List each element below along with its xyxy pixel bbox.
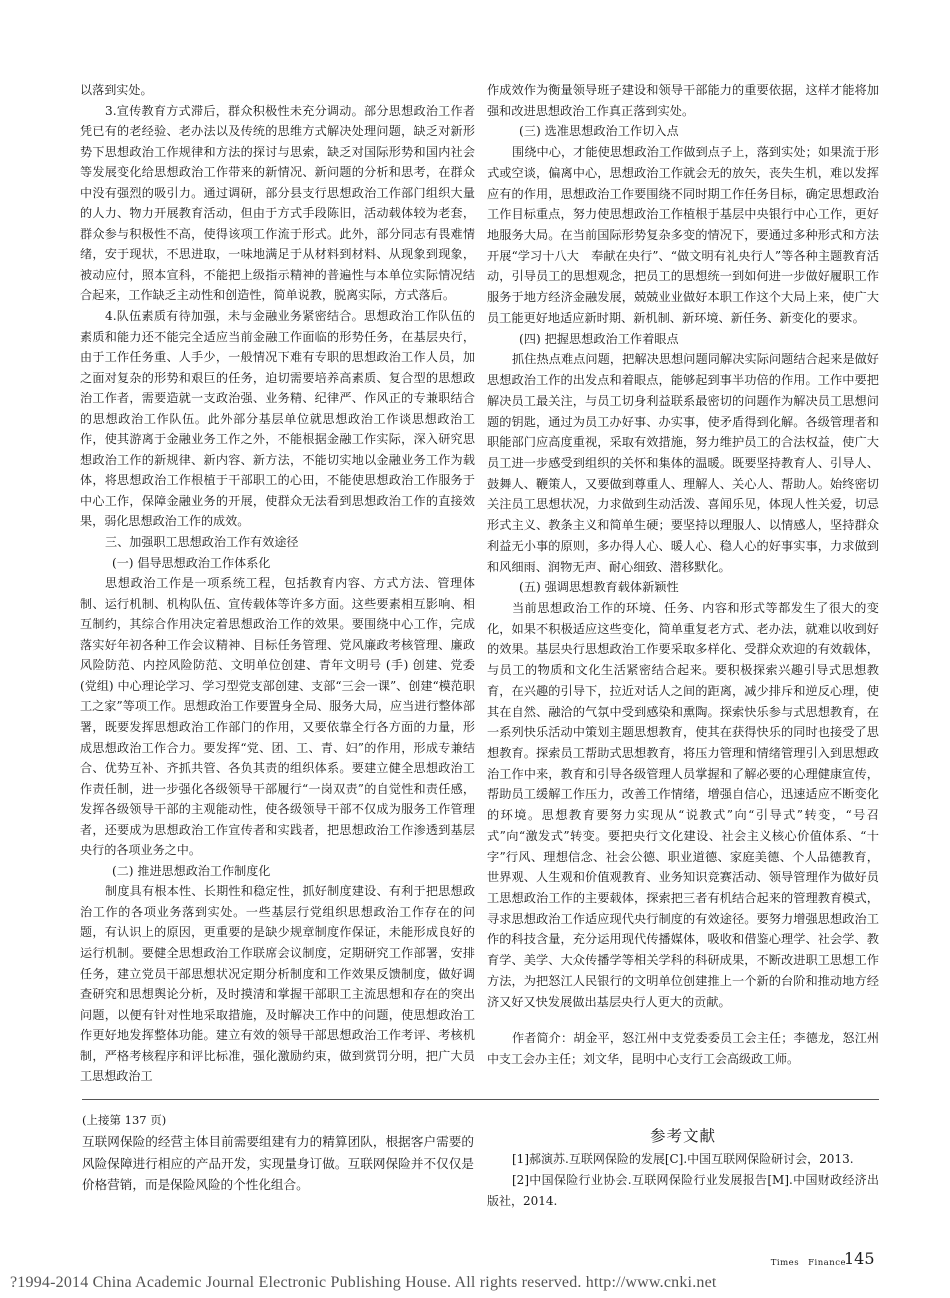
- paragraph: 围绕中心，才能使思想政治工作做到点子上，落到实处；如果流于形式或空谈，偏离中心，思想政治工作就会无的放矢，丧失生机，难以发挥应有的作用，思想政治工作要围绕不同时期工作任务目标，确定思想政治工作目标重点，努力使思想政治工作植根于基层中央银行中心工作，更好地服务大局。在当前国际形势复杂多变的情况下，要通过多种形式和方法开展“学习十八大 奉献在央行”、“做文明有礼央行人”等各种主题教育活动，引导员工的思想观念，把员工的思想统一到如何进一步做好履职工作服务于地方经济金融发展，兢兢业业做好本职工作这个大局上来，使广大员工能更好地适应新时期、新机制、新环境、新任务、新变化的要求。: [487, 145, 879, 325]
- page-number: 145: [844, 1249, 875, 1268]
- subsection-heading: (三) 选准思想政治工作切入点: [519, 124, 679, 139]
- author-bio: 作者简介：胡金平，怒江州中支党委委员工会主任；李德龙，怒江州中支工会办主任；刘文华，昆明中心支行工会高级政工师。: [487, 1031, 879, 1067]
- continued-note: (上接第 137 页): [82, 1113, 167, 1127]
- paragraph: 以落到实处。: [80, 83, 153, 97]
- reference-item: [2]中国保险行业协会.互联网保险行业发展报告[M].中国财政经济出版社，2014.: [487, 1173, 879, 1208]
- paragraph: 思想政治工作是一项系统工程，包括教育内容、方式方法、管理体制、运行机制、机构队伍、宣传载体等许多方面。这些要素相互影响、相互制约，其综合作用决定着思想政治工作的效果。要围绕中心工作，完成落实好年初各种工作会议精神、目标任务管理、党风廉政考核管理、廉政风险防范、内控风险防范、文明单位创建、青年文明号 (手) 创建、党委 (党组) 中心理论学习、学习型党支部创建、支部“三会一课”、创建“模范职工之家”等项工作。思想政治工作要置身全局、服务大局，应当进行整体部署，既要发挥思想政治工作部门的作用，又要依靠全行各方面的力量，形成思想政治工作合力。要发挥“党、团、工、青、妇”的作用，形成专兼结合、优势互补、齐抓共管、各负其责的组织体系。要建立健全思想政治工作责任制，进一步强化各级领导干部履行“一岗双责”的自觉性和责任感，发挥各级领导干部的主观能动性，使各级领导干部不仅成为服务工作管理者，还要成为思想政治工作宣传者和实践者，把思想政治工作渗透到基层央行的各项业务之中。: [80, 576, 475, 858]
- section-heading: 三、加强职工思想政治工作有效途径: [105, 535, 299, 550]
- paragraph: 作成效作为衡量领导班子建设和领导干部能力的重要依据，这样才能将加强和改进思想政治工作真正落到实处。: [487, 83, 879, 118]
- copyright-footer: ?1994-2014 China Academic Journal Electronic Publishing House. All rights reserved. http://www.cnki.net: [10, 1274, 717, 1291]
- references: [487, 1126, 879, 1212]
- journal-name: Times Finance: [770, 1258, 846, 1268]
- subsection-heading: (五) 强调思想教育载体新颖性: [519, 580, 679, 595]
- left-column: [80, 80, 475, 1087]
- subsection-heading: (一) 倡导思想政治工作体系化: [112, 555, 271, 570]
- section-divider: [82, 1099, 879, 1100]
- subsection-heading: (四) 把握思想政治工作着眼点: [519, 331, 679, 346]
- right-column: [487, 80, 879, 1070]
- continued-article: [82, 1110, 474, 1196]
- paragraph: 4.队伍素质有待加强，未与金融业务紧密结合。思想政治工作队伍的素质和能力还不能完全适应当前金融工作面临的形势任务，在基层央行，由于工作任务重、人手少，一般情况下难有专职的思想政治工作人员，加之面对复杂的形势和艰巨的任务，迫切需要培养高素质、复合型的思想政治工作者，需要造就一支政治强、业务精、纪律严、作风正的专兼职结合的思想政治工作队伍。此外部分基层单位就思想政治工作谈思想政治工作，使其游离于金融业务工作之外，不能根据金融工作实际，深入研究思想政治工作的新规律、新内容、新方法，不能切实地以金融业务工作为载体，将思想政治工作根植于干部职工的心田，不能使思想政治工作服务于中心工作，保障金融业务的开展，使群众无法看到思想政治工作的直接效果，弱化思想政治工作的成效。: [80, 309, 475, 529]
- paragraph: 当前思想政治工作的环境、任务、内容和形式等都发生了很大的变化，如果不积极适应这些变化，简单重复老方式、老办法，就难以收到好的效果。基层央行思想政治工作要采取多样化、受群众欢迎的有效载体，与员工的物质和文化生活紧密结合起来。要积极探索兴趣引导式思想教育，在兴趣的引导下，拉近对话人之间的距离，减少排斥和逆反心理，使其在自然、融洽的气氛中受到感染和熏陶。探索快乐参与式思想教育，在一系列快乐活动中策划主题思想教育，使其在获得快乐的同时也接受了思想教育。探索员工帮助式思想教育，将压力管理和情绪管理引入到思想政治工作中来，教育和引导各级管理人员掌握和了解必要的心理健康宣传，帮助员工缓解工作压力，改善工作情绪，增强自信心，迅速适应不断变化的环境。思想教育要努力实现从“说教式”向“引导式”转变，“号召式”向“激发式”转变。要把央行文化建设、社会主义核心价值体系、“十字”行风、理想信念、社会公德、职业道德、家庭美德、个人品德教育，世界观、人生观和价值观教育、业务知识竞赛活动、领导管理作为做好员工思想政治工作的主要载体，探索把三者有机结合起来的管理教育模式，寻求思想政治工作适应现代央行制度的有效途径。要努力增强思想政治工作的科技含量，充分运用现代传播媒体，吸收和借鉴心理学、社会学、教育学、美学、大众传播学等相关学科的科研成果，不断改进职工思想工作方法，为把怒江人民银行的文明单位创建推上一个新的台阶和推动地方经济又好又快发展做出基层央行人更大的贡献。: [487, 600, 879, 1009]
- continued-text: 互联网保险的经营主体目前需要组建有力的精算团队，根据客户需要的风险保障进行相应的产品开发，实现量身订做。互联网保险并不仅仅是价格营销，而是保险风险的个性化组合。: [82, 1134, 474, 1193]
- reference-item: [1]郝演苏.互联网保险的发展[C].中国互联网保险研讨会，2013.: [512, 1152, 854, 1166]
- references-title: 参考文献: [649, 1127, 716, 1145]
- paragraph: 制度具有根本性、长期性和稳定性，抓好制度建设、有利于把思想政治工作的各项业务落到实处。一些基层行党组织思想政治工作存在的问题，有认识上的原因，更重要的是缺少规章制度作保证，未能形成良好的运行机制。要健全思想政治工作联席会议制度，定期研究工作部署，安排任务，建立党员干部思想状况定期分析制度和工作效果反馈制度，做好调查研究和思想舆论分析，及时摸清和掌握干部职工主流思想和存在的突出问题，以便有针对性地采取措施，及时解决工作中的问题，使思想政治工作更好地发挥整体功能。建立有效的领导干部思想政治工作考评、考核机制，严格考核程序和评比标准，强化激励约束，做到赏罚分明，把广大员工思想政治工: [80, 884, 475, 1084]
- paragraph: 3.宣传教育方式滞后，群众积极性未充分调动。部分思想政治工作者凭已有的老经验、老办法以及传统的思维方式解决处理问题，缺乏对新形势下思想政治工作规律和方法的探讨与思索，缺乏对国际形势和国内社会等发展变化给思想政治工作带来的新情况、新问题的分析和思考，在群众中没有强烈的吸引力。通过调研，部分县支行思想政治工作部门组织大量的人力、物力开展教育活动，但由于方式手段陈旧，活动载体较为老套，群众参与积极性不高，使得该项工作流于形式。此外，部分同志有畏难情绪，安于现状，不思进取，一味地满足于从材料到材料、从现象到现象，被动应付，照本宣科，不能把上级指示精神的普遍性与本单位实际情况结合起来，工作缺乏主动性和创造性，简单说教，脱离实际，方式落后。: [80, 103, 475, 303]
- subsection-heading: (二) 推进思想政治工作制度化: [112, 863, 271, 878]
- paragraph: 抓住热点难点问题，把解决思想问题同解决实际问题结合起来是做好思想政治工作的出发点和着眼点，能够起到事半功倍的作用。工作中要把解决员工最关注，与员工切身利益联系最密切的问题作为解决员工思想问题的钥匙，通过为员工办好事、办实事，使矛盾得到化解。各级管理者和职能部门应高度重视，采取有效措施，努力维护员工的合法权益，使广大员工进一步感受到组织的关怀和集体的温暖。既要坚持教育人、引导人、鼓舞人、鞭策人，又要做到尊重人、理解人、关心人、帮助人。始终密切关注员工思想状况，力求做到生动活泼、喜闻乐见，体现人性关爱，切忌形式主义、教条主义和简单生硬；要坚持以理服人、以情感人，坚持群众利益无小事的原则，多办得人心、暖人心、稳人心的好事实事，力求做到和风细雨、润物无声、耐心细致、潜移默化。: [487, 352, 879, 574]
